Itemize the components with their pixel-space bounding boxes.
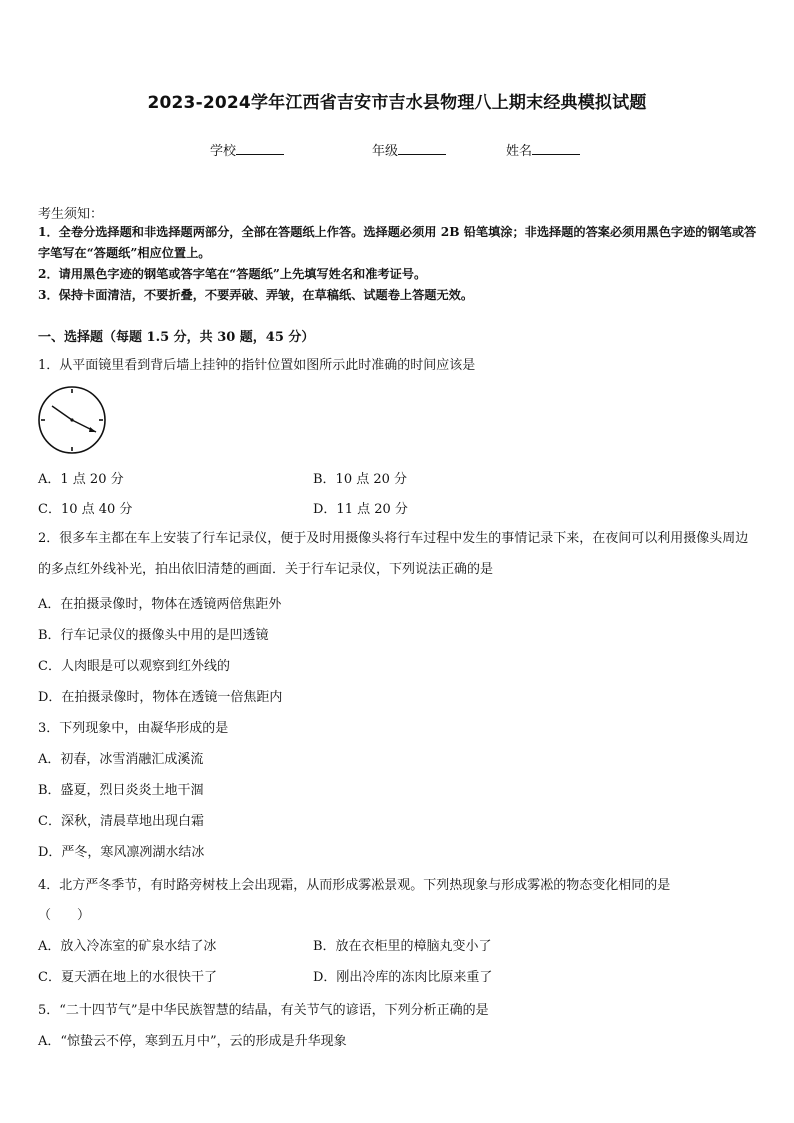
q2-option-c[interactable]: C．人肉眼是可以观察到红外线的: [38, 659, 230, 674]
q2-option-b[interactable]: B．行车记录仪的摄像头中用的是凹透镜: [38, 628, 269, 643]
q5-option-a[interactable]: A．“惊蛰云不停，寒到五月中”，云的形成是升华现象: [38, 1034, 347, 1049]
q1-option-b[interactable]: B．10 点 20 分: [313, 472, 408, 487]
q1-option-d[interactable]: D．11 点 20 分: [313, 502, 408, 517]
q3-option-a[interactable]: A．初春，冰雪消融汇成溪流: [38, 752, 204, 767]
grade-blank[interactable]: [398, 142, 446, 155]
school-label: 学校: [210, 144, 237, 159]
q5-stem: 5．“二十四节气”是中华民族智慧的结晶，有关节气的谚语，下列分析正确的是: [38, 1003, 489, 1018]
grade-field: [372, 140, 446, 159]
q4-option-a[interactable]: A．放入冷冻室的矿泉水结了冰: [38, 939, 217, 954]
q3-stem: 3．下列现象中，由凝华形成的是: [38, 721, 229, 736]
notice-item-2: 2．请用黑色字迹的钢笔或答字笔在“答题纸”上先填写姓名和准考证号。: [38, 267, 427, 281]
name-blank[interactable]: [532, 142, 580, 155]
school-blank[interactable]: [236, 142, 284, 155]
grade-label: 年级: [372, 144, 399, 159]
clock-figure: [36, 384, 108, 456]
school-field: [210, 140, 284, 159]
notice-heading: 考生须知：: [38, 207, 104, 222]
q2-option-a[interactable]: A．在拍摄录像时，物体在透镜两倍焦距外: [38, 597, 282, 612]
q4-option-b[interactable]: B．放在衣柜里的樟脑丸变小了: [313, 939, 492, 954]
q4-option-d[interactable]: D．刚出冷库的冻肉比原来重了: [313, 970, 493, 985]
q4-stem: 4．北方严冬季节，有时路旁树枝上会出现霜，从而形成雾凇景观。下列热现象与形成雾凇的物态变化相同的是: [38, 878, 671, 893]
name-field: [506, 140, 580, 159]
q2-stem: 2．很多车主都在车上安装了行车记录仪，便于及时用摄像头将行车过程中发生的事情记录下来，在夜间可以利用摄像头周边的多点红外线补光，拍出依旧清楚的画面．关于行车记录仪，下列说法正确的是: [38, 531, 749, 577]
q1-stem: 1．从平面镜里看到背后墙上挂钟的指针位置如图所示此时准确的时间应该是: [38, 358, 476, 373]
q3-option-c[interactable]: C．深秋，清晨草地出现白霜: [38, 814, 204, 829]
q1-option-c[interactable]: C．10 点 40 分: [38, 502, 133, 517]
q1-option-a[interactable]: A．1 点 20 分: [38, 472, 124, 487]
notice-item-1: 1．全卷分选择题和非选择题两部分，全部在答题纸上作答。选择题必须用 2B 铅笔填涂；非选择题的答案必须用黑色字迹的钢笔或答字笔写在“答题纸”相应位置上。: [38, 225, 757, 260]
name-label: 姓名: [506, 144, 533, 159]
q3-option-d[interactable]: D．严冬，寒风凛冽湖水结冰: [38, 845, 205, 860]
section-heading: 一、选择题（每题 1.5 分，共 30 题，45 分）: [38, 330, 315, 345]
notice-item-3: 3．保持卡面清洁，不要折叠，不要弄破、弄皱，在草稿纸、试题卷上答题无效。: [38, 288, 474, 302]
q2-option-d[interactable]: D．在拍摄录像时，物体在透镜一倍焦距内: [38, 690, 283, 705]
q4-paren: （ ）: [38, 908, 91, 923]
q4-option-c[interactable]: C．夏天洒在地上的水很快干了: [38, 970, 217, 985]
q3-option-b[interactable]: B．盛夏，烈日炎炎土地干涸: [38, 783, 204, 798]
page-title: 2023-2024学年江西省吉安市吉水县物理八上期末经典模拟试题: [147, 93, 647, 113]
